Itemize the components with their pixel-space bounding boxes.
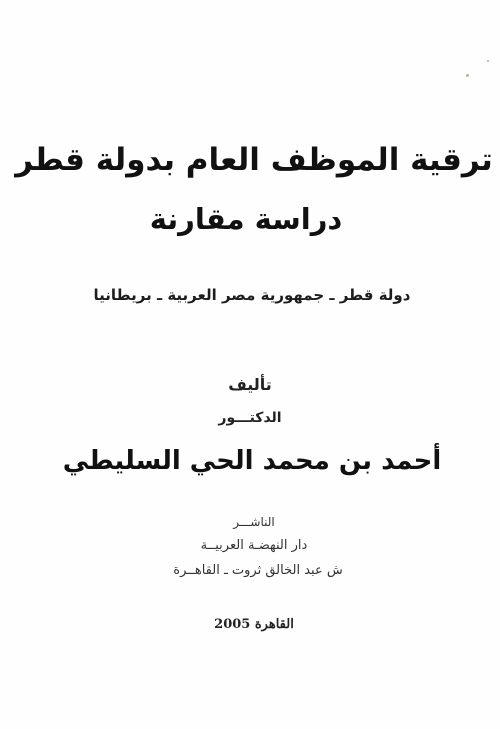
publisher-address: ش عبد الخالق ثروت ـ القاهــرة: [173, 563, 343, 578]
compared-countries: دولة قطر ـ جمهورية مصر العربية ـ بريطانيا: [93, 286, 411, 304]
publisher-label: الناشـــر: [233, 515, 275, 529]
paper-speck: [466, 74, 469, 77]
publication-city-year: القاهرة 2005: [214, 617, 294, 632]
author-name: أحمد بن محمد الحي السليطي: [62, 446, 442, 476]
book-title: ترقية الموظف العام بدولة قطر: [15, 142, 493, 178]
authored-by-label: تأليف: [228, 375, 272, 394]
book-subtitle: دراسة مقارنة: [149, 202, 343, 236]
author-title: الدكتـــور: [218, 410, 282, 426]
publisher-name: دار النهضـة العربيــة: [200, 538, 308, 553]
paper-speck: [487, 60, 489, 62]
